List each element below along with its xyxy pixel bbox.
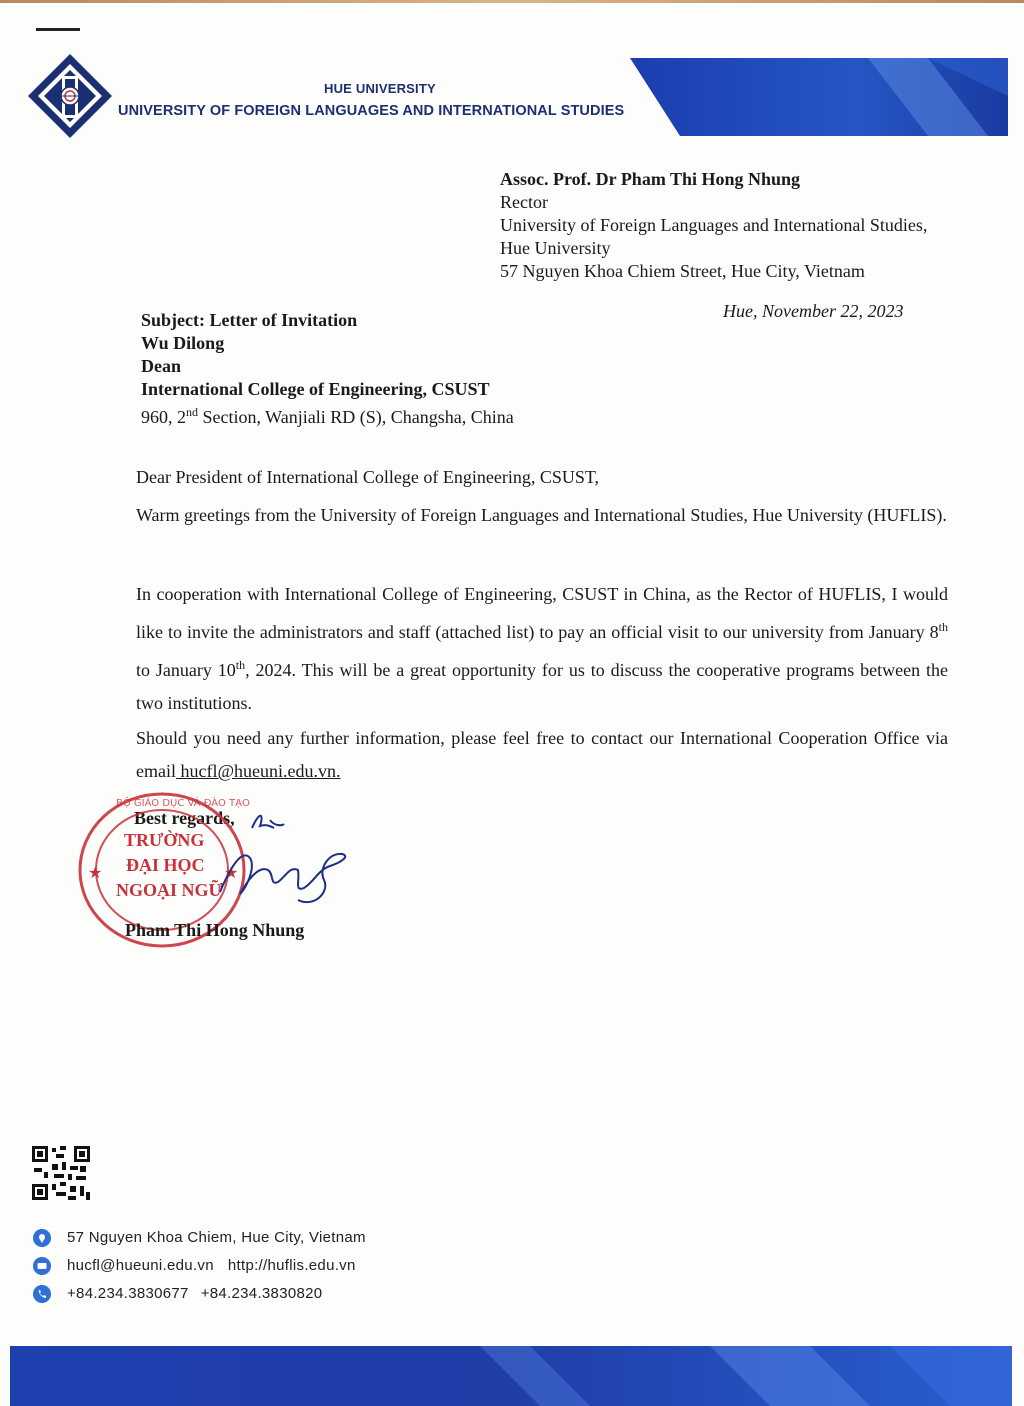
footer-address: 57 Nguyen Khoa Chiem, Hue City, Vietnam — [67, 1229, 366, 1246]
contact-text: Should you need any further information, please feel free to contact our International Cooperation Office via email — [136, 728, 948, 781]
address-sup: nd — [186, 405, 198, 419]
qr-code — [32, 1146, 90, 1200]
address-post: Section, Wanjiali RD (S), Changsha, China — [198, 407, 514, 427]
addressee-title: Dean — [141, 356, 181, 376]
addressee-name: Wu Dilong — [141, 333, 225, 353]
sender-name: Assoc. Prof. Dr Pham Thi Hong Nhung — [500, 169, 801, 189]
salutation: Dear President of International College of Engineering, CSUST, — [136, 467, 600, 487]
svg-text:★: ★ — [88, 863, 103, 882]
greeting-paragraph: Warm greetings from the University of Foreign Languages and International Studies, Hue University (HUFLIS). — [136, 505, 947, 525]
header-banner — [628, 56, 1008, 136]
footer-phones — [67, 1285, 322, 1302]
para2-part2: to January 10 — [136, 660, 236, 680]
sender-address: 57 Nguyen Khoa Chiem Street, Hue City, Vietnam — [500, 261, 865, 281]
stamp-line1: TRƯỜNG — [124, 830, 205, 850]
stamp-ring-text: BỘ GIÁO DỤC VÀ ĐÀO TẠO — [116, 798, 250, 809]
footer-website[interactable]: http://huflis.edu.vn — [227, 1257, 356, 1274]
signer-name: Pham Thi Hong Nhung — [125, 920, 305, 940]
para2-sup1: th — [938, 620, 948, 634]
contact-paragraph — [136, 722, 948, 788]
footer-phone2[interactable]: +84.234.3830820 — [200, 1285, 323, 1302]
address-pre: 960, 2 — [141, 407, 186, 427]
stamp-line2: ĐẠI HỌC — [126, 855, 205, 875]
sender-org-line2: Hue University — [500, 238, 611, 258]
phone-icon — [33, 1285, 51, 1303]
sender-org-line1: University of Foreign Languages and International Studies, — [500, 215, 928, 235]
top-border-line — [0, 0, 1024, 3]
footer-banner — [10, 1346, 1012, 1406]
email-icon — [33, 1257, 51, 1275]
subject-block — [141, 309, 514, 429]
footer-phone1[interactable]: +84.234.3830677 — [67, 1285, 189, 1302]
header-university: HUE UNIVERSITY — [324, 81, 436, 96]
stamp-line3: NGOẠI NGỮ — [116, 880, 223, 900]
sender-block — [500, 168, 927, 283]
location-pin-icon — [33, 1229, 51, 1247]
para2-part1: In cooperation with International College of Engineering, CSUST in China, as the Rector of HUFLIS, I would like to invite the administrators and staff (attached list) to pay an official visit to our university from January 8 — [136, 584, 948, 642]
addressee-address — [141, 401, 514, 429]
closing: Best regards, — [134, 808, 235, 828]
para2-sup2: th — [235, 658, 246, 672]
header-faculty: UNIVERSITY OF FOREIGN LANGUAGES AND INTERNATIONAL STUDIES — [118, 103, 625, 119]
addressee-org: International College of Engineering, CSUST — [141, 379, 490, 399]
invitation-paragraph — [136, 578, 948, 720]
letter-date: Hue, November 22, 2023 — [723, 301, 904, 321]
sender-title: Rector — [500, 192, 548, 212]
footer-email-web — [67, 1257, 356, 1274]
para2-part3: , 2024. This will be a great opportunity for us to discuss the cooperative programs between the two institutions. — [136, 660, 948, 713]
footer-email[interactable]: hucfl@hueuni.edu.vn — [67, 1257, 214, 1274]
handwritten-signature — [190, 796, 360, 926]
subject-line: Subject: Letter of Invitation — [141, 310, 358, 330]
contact-email-link[interactable]: hucfl@hueuni.edu.vn. — [175, 761, 341, 781]
svg-text:★: ★ — [224, 863, 239, 882]
university-logo — [26, 52, 114, 140]
corner-dash — [36, 28, 80, 31]
